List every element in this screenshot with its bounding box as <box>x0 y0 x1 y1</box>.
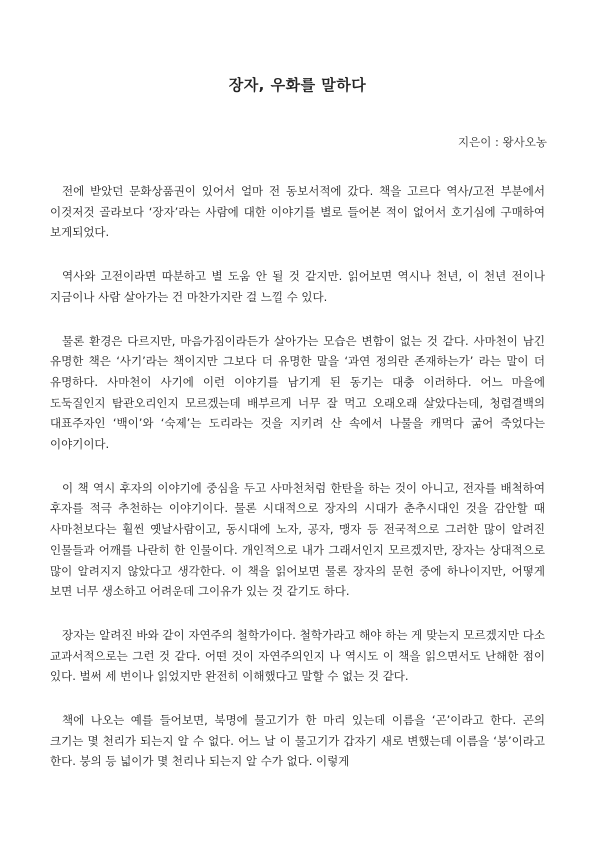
document-title: 장자, 우화를 말하다 <box>228 76 367 94</box>
author-line: 지은이 : 왕사오농 <box>458 135 547 149</box>
paragraph-4: 이 책 역시 후자의 이야기에 중심을 두고 사마천처럼 한탄을 하는 것이 아니고, 전자를 배척하여 후자를 적극 추천하는 이야기이다. 물론 시대적으로 장자의 시대가 춘추시대인 것을 감안할 때 사마천보다는 훨씬 옛날사람이고, 동시대에 노자, 공자, 맹자 등 전국적으로 그러한 많이 알려진 인물들과 어깨를 나란히 한 인물이다. 개인적으로 내가 그래서인지 모르겠지만, 장자는 상대적으로 많이 알려지지 않았다고 생각한다. 이 책을 읽어보면 물론 장자의 문헌 중에 하나이지만, 어떻게 보면 너무 생소하고 어려운데 그이유가 있는 것 같기도 하다. <box>50 480 545 599</box>
paragraph-6: 책에 나오는 예를 들어보면, 북명에 물고기가 한 마리 있는데 이름을 ‘곤’이라고 한다. 곤의 크기는 몇 천리가 되는지 알 수 없다. 어느 날 이 물고기가 갑자기 새로 변했는데 이름을 ‘붕’이라고 한다. 붕의 등 넓이가 몇 천리나 되는지 알 수가 없다. 이렇게 <box>50 713 545 769</box>
paragraph-2: 역사와 고전이라면 따분하고 별 도움 안 될 것 같지만. 읽어보면 역시나 천년, 이 천년 전이나 지금이나 사람 살아가는 건 마찬가지란 걸 느낄 수 있다. <box>50 269 545 304</box>
paragraph-1: 전에 받았던 문화상품권이 있어서 얼마 전 동보서적에 갔다. 책을 고르다 역사/고전 부분에서 이것저것 골라보다 ‘장자’라는 사람에 대한 이야기를 별로 들어본 적이 없어서 호기심에 구매하여 보게되었다. <box>50 184 545 240</box>
document-body <box>50 181 545 795</box>
paragraph-5: 장자는 알려진 바와 같이 자연주의 철학가이다. 철학가라고 해야 하는 게 맞는지 모르겠지만 다소 교과서적으로는 그런 것 같다. 어떤 것이 자연주의인지 나 역시도 이 책을 읽으면서도 난해한 점이 있다. 벌써 세 번이나 읽었지만 완전히 이해했다고 말할 수 없는 것 같다. <box>50 627 545 684</box>
paragraph-3: 물론 환경은 다르지만, 마음가짐이라든가 살아가는 모습은 변함이 없는 것 같다. 사마천이 남긴 유명한 책은 ‘사기’라는 책이지만 그보다 더 유명한 말을 ‘과연 정의란 존재하는가’ 라는 말이 더 유명하다. 사마천이 사기에 이런 이야기를 남기게 된 동기는 대충 이러하다. 어느 마을에 도둑질인지 탐관오리인지 모르겠는데 배부르게 너무 잘 먹고 오래오래 살았다는데, 청렴결백의 대표주자인 ‘백이’와 ‘숙제’는 도리라는 것을 지키려 산 속에서 나물을 캐먹다 굶어 죽었다는 이야기이다. <box>50 333 545 452</box>
